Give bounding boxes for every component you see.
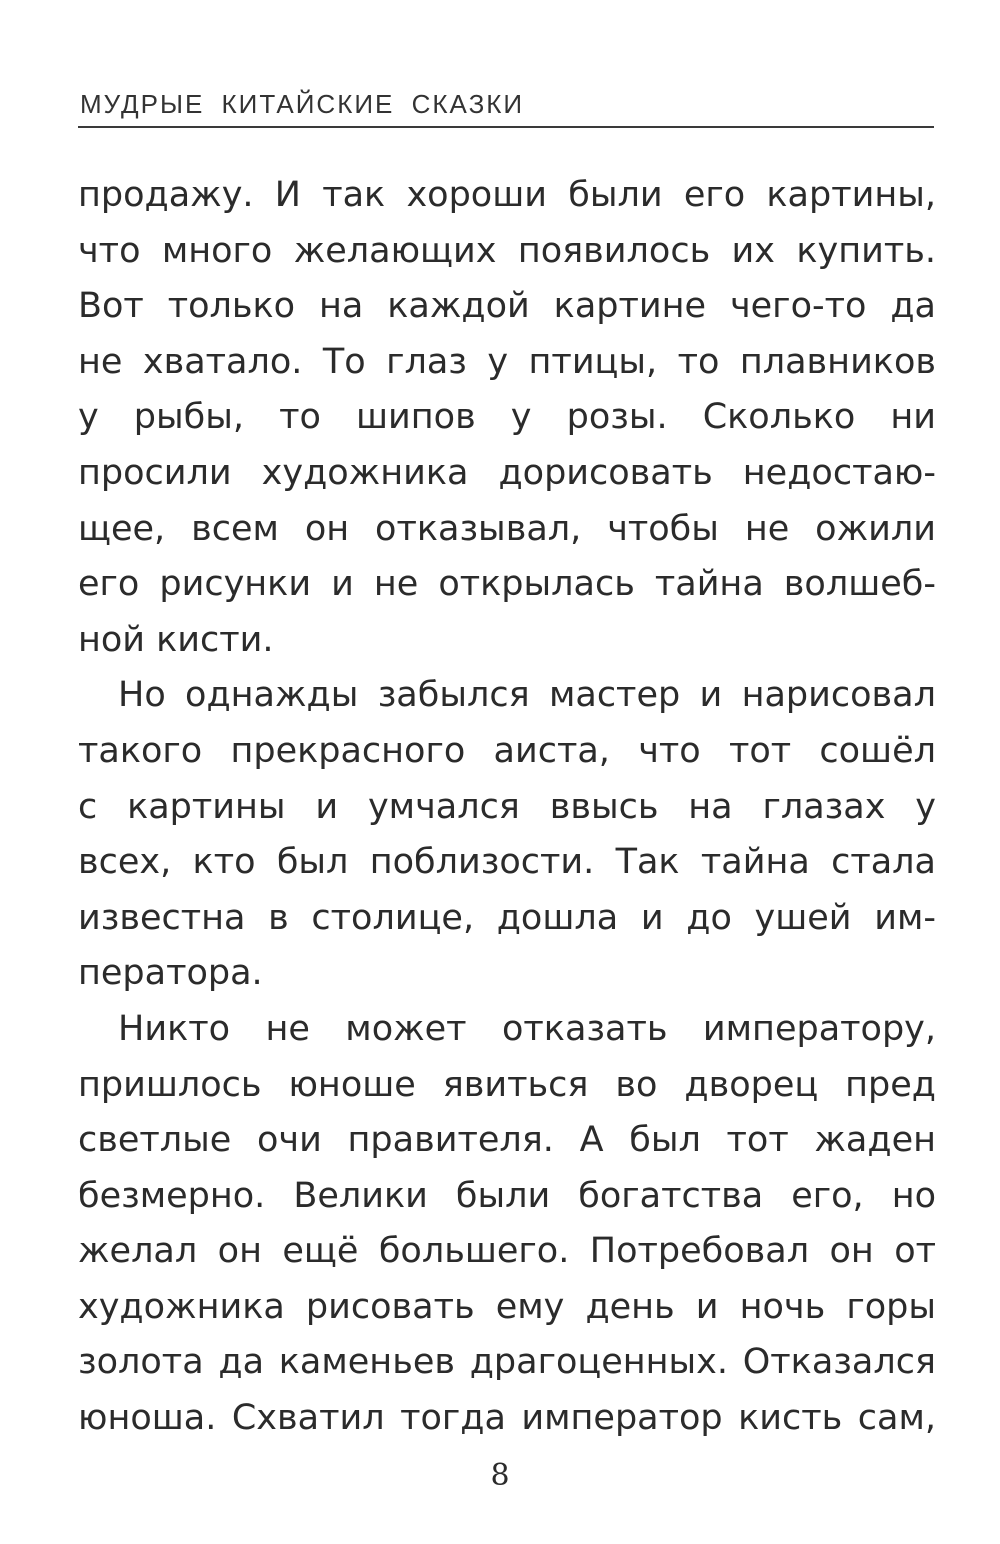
text-line: щее, всем он отказывал, чтобы не ожили [78, 508, 936, 549]
text-line: что много желающих появилось их купить. [78, 230, 936, 271]
text-line: пришлось юноше явиться во дворец пред [78, 1064, 936, 1105]
text-line: известна в столице, дошла и до ушей им- [78, 897, 936, 938]
text-body [78, 168, 936, 1447]
text-line: Но однажды забылся мастер и нарисовал [118, 675, 936, 716]
text-line: художника рисовать ему день и ночь горы [78, 1286, 936, 1327]
text-line: светлые очи правителя. А был тот жаден [78, 1120, 936, 1161]
text-line: просили художника дорисовать недостаю- [78, 452, 936, 493]
text-line: желал он ещё большего. Потребовал он от [78, 1231, 936, 1272]
text-line: ператора. [78, 953, 263, 994]
text-line: золота да каменьев драгоценных. Отказался [78, 1342, 936, 1383]
page-number: 8 [490, 1458, 510, 1493]
text-line: юноша. Схватил тогда император кисть сам, [78, 1398, 936, 1439]
text-line: не хватало. То глаз у птицы, то плавников [78, 341, 936, 382]
text-line: у рыбы, то шипов у розы. Сколько ни [78, 397, 936, 438]
paragraph-2 [78, 668, 936, 1002]
paragraph-1 [78, 168, 936, 668]
paragraph-3 [78, 1002, 936, 1447]
text-line: с картины и умчался ввысь на глазах у [78, 786, 936, 827]
running-header [78, 89, 934, 128]
text-line: ной кисти. [78, 619, 274, 660]
text-line: его рисунки и не открылась тайна волшеб- [78, 564, 936, 605]
text-line: продажу. И так хороши были его картины, [78, 175, 936, 215]
text-line: Никто не может отказать императору, [118, 1008, 936, 1049]
running-title: МУДРЫЕ КИТАЙСКИЕ СКАЗКИ [80, 89, 525, 119]
text-line: безмерно. Велики были богатства его, но [78, 1175, 936, 1216]
text-line: такого прекрасного аиста, что тот сошёл [78, 730, 936, 771]
text-line: Вот только на каждой картине чего-то да [78, 286, 936, 327]
text-line: всех, кто был поблизости. Так тайна стала [78, 842, 936, 883]
